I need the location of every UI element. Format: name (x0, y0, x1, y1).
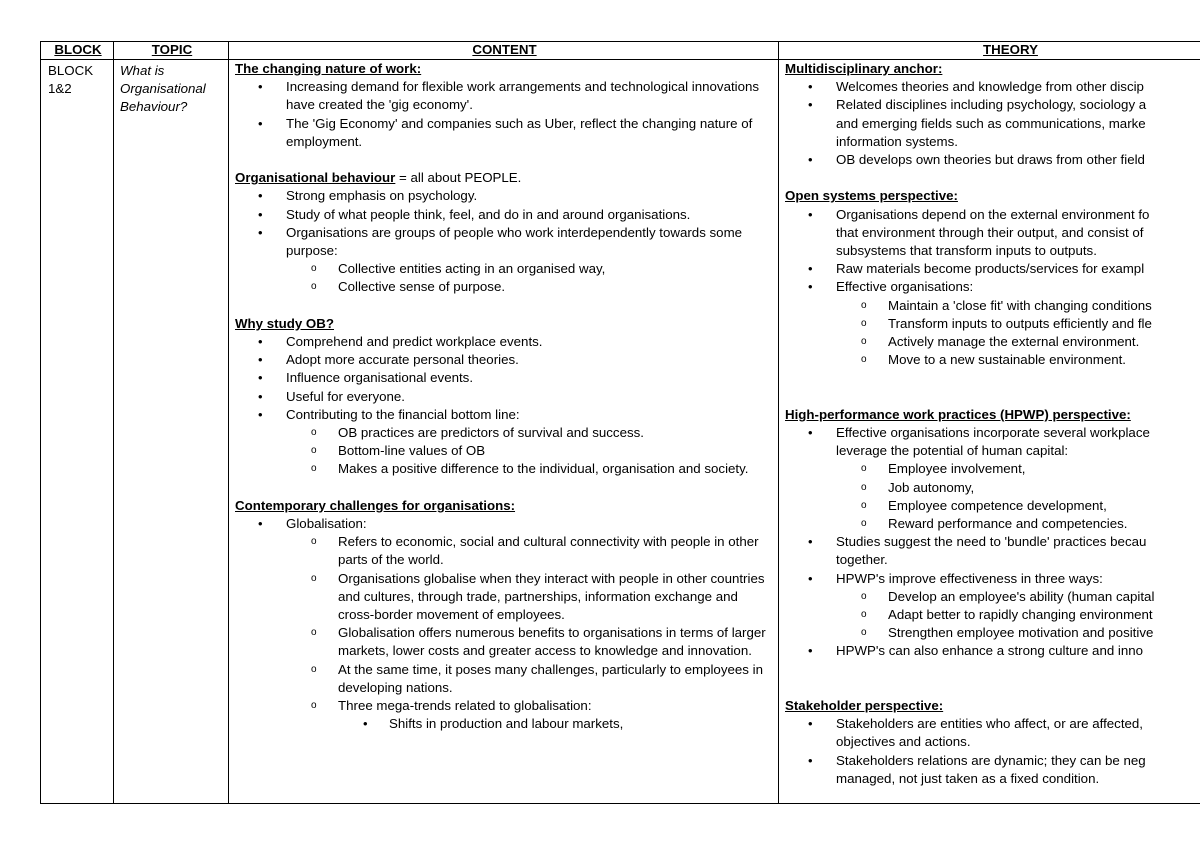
list-item: • Globalisation: o Refers to economic, social and cultural connectivity with people in other parts of the world. o Organisations globalise when they interact with people in other countries and cultures, through trade, partnerships, information exchange and cross-border movement of employees. o Globalisation offers numerous benefits to organisations in terms of larger markets, lower costs and greater access to knowledge and innovation. o At the same time, it poses many challenges, particularly to employees in developing nations. o Three mega-trends related to globalisation: • Shifts in production and labour markets, (235, 515, 774, 733)
list-item: o Organisations globalise when they interact with people in other countries and cultures, through trade, partnerships, information exchange and cross-border movement of employees. (311, 570, 765, 623)
block-row (41, 60, 1200, 804)
list-item: • Effective organisations: o Maintain a 'close fit' with changing conditions o Transform inputs to outputs efficiently and fle o Actively manage the external environment. o Move to a new sustainable environment. (785, 278, 1200, 369)
header-content: CONTENT (229, 42, 779, 60)
list-item: o Refers to economic, social and cultural connectivity with people in other parts of the world. (311, 534, 759, 568)
topic-cell: What is Organisational Behaviour? (114, 60, 229, 804)
sub-bullet-list (836, 588, 1200, 643)
list-item: • Strong emphasis on psychology. (258, 188, 478, 204)
bullet-list (235, 333, 774, 479)
list-item: • Increasing demand for flexible work arrangements and technological innovations have created the 'gig economy'. (258, 79, 760, 113)
list-item: o Develop an employee's ability (human capital (861, 588, 1155, 604)
bullet-list (785, 715, 1200, 788)
list-item: o Transform inputs to outputs efficiently and fle (861, 315, 1152, 331)
list-item: • Stakeholders relations are dynamic; they can be neg managed, not just taken as a fixed condition. (808, 752, 1146, 786)
sub-sub-bullet-list (338, 715, 774, 733)
content-heading-why-study: Why study OB? (235, 315, 334, 331)
list-item: o Maintain a 'close fit' with changing conditions (861, 297, 1152, 313)
list-item: o Employee involvement, (861, 461, 1026, 477)
list-item: • Useful for everyone. (258, 388, 405, 404)
sub-bullet-list (286, 260, 774, 296)
sub-bullet-list (286, 424, 774, 479)
header-topic: TOPIC (114, 42, 229, 60)
list-item: • Effective organisations incorporate several workplace leverage the potential of human capital: o Employee involvement, o Job autonomy, o Employee competence development, o Reward performance and competencies. (785, 424, 1200, 533)
list-item: • HPWP's can also enhance a strong culture and inno (808, 643, 1144, 659)
list-item: o Collective entities acting in an organised way, (311, 261, 606, 277)
content-heading-challenges: Contemporary challenges for organisations: (235, 497, 516, 513)
content-cell (229, 60, 779, 804)
block-cell: BLOCK 1&2 (41, 60, 114, 804)
bullet-list (235, 78, 774, 151)
list-item: • Influence organisational events. (258, 370, 474, 386)
content-heading-changing-nature: The changing nature of work: (235, 61, 422, 76)
sub-bullet-list (836, 297, 1200, 370)
list-item: o Strengthen employee motivation and positive (861, 625, 1154, 641)
theory-heading-hpwp: High-performance work practices (HPWP) perspective: (785, 406, 1131, 422)
content-heading-ob: Organisational behaviour = all about PEOPLE. (235, 170, 522, 186)
list-item: o Collective sense of purpose. (311, 279, 506, 295)
list-item: o Actively manage the external environment. (861, 334, 1140, 350)
sub-bullet-list (286, 533, 774, 733)
list-item: • HPWP's improve effectiveness in three ways: o Develop an employee's ability (human capital o Adapt better to rapidly changing environment o Strengthen employee motivation and positive (785, 570, 1200, 643)
list-item: • Organisations depend on the external environment fo that environment through their output, and consist of subsystems that transform inputs to outputs. (808, 206, 1150, 259)
list-item: • Raw materials become products/services for exampl (808, 261, 1145, 277)
list-item: o Employee competence development, (861, 497, 1107, 513)
header-theory: THEORY (779, 42, 1200, 60)
list-item: o Globalisation offers numerous benefits to organisations in terms of larger markets, lower costs and greater access to knowledge and innovation. (311, 625, 766, 659)
theory-heading-open-systems: Open systems perspective: (785, 188, 958, 204)
list-item: • The 'Gig Economy' and companies such as Uber, reflect the changing nature of employment. (258, 115, 753, 149)
list-item: • Comprehend and predict workplace events. (258, 334, 543, 350)
list-item: o Move to a new sustainable environment. (861, 352, 1127, 368)
list-item: • Contributing to the financial bottom line: o OB practices are predictors of survival and success. o Bottom-line values of OB o Makes a positive difference to the individual, organisation and society. (235, 406, 774, 479)
header-block: BLOCK (41, 42, 114, 60)
bullet-list (785, 206, 1200, 370)
list-item: • Welcomes theories and knowledge from other discip (808, 79, 1144, 95)
list-item: o Makes a positive difference to the individual, organisation and society. (311, 461, 749, 477)
list-item: o Job autonomy, (861, 479, 975, 495)
bullet-list (785, 424, 1200, 661)
list-item: o Three mega-trends related to globalisation: • Shifts in production and labour markets, (235, 697, 774, 733)
list-item: • Studies suggest the need to 'bundle' practices becau together. (808, 534, 1147, 568)
list-item: • Organisations are groups of people who work interdependently towards some purpose: o Collective entities acting in an organised way, o Collective sense of purpose. (235, 224, 774, 297)
list-item: • Adopt more accurate personal theories. (258, 352, 519, 368)
list-item: • Related disciplines including psychology, sociology a and emerging fields such as communications, marke information systems. (808, 97, 1147, 149)
theory-heading-multidisciplinary: Multidisciplinary anchor: (785, 61, 943, 76)
bullet-list (235, 187, 774, 296)
list-item: o At the same time, it poses many challenges, particularly to employees in developing nations. (311, 661, 763, 695)
study-notes-table (40, 41, 1200, 804)
list-item: • OB develops own theories but draws from other field (808, 152, 1145, 168)
header-row (41, 42, 1200, 60)
list-item: • Study of what people think, feel, and do in and around organisations. (258, 206, 691, 222)
bullet-list (235, 515, 774, 733)
theory-cell (779, 60, 1200, 804)
theory-heading-stakeholder: Stakeholder perspective: (785, 698, 944, 714)
list-item: o Adapt better to rapidly changing environment (861, 607, 1153, 623)
list-item: • Stakeholders are entities who affect, or are affected, objectives and actions. (808, 716, 1143, 750)
list-item: o Bottom-line values of OB (311, 443, 486, 459)
list-item: • Shifts in production and labour markets, (363, 716, 624, 732)
list-item: o Reward performance and competencies. (861, 516, 1128, 532)
sub-bullet-list (836, 460, 1200, 533)
list-item: o OB practices are predictors of survival and success. (311, 425, 644, 441)
bullet-list (785, 78, 1200, 169)
